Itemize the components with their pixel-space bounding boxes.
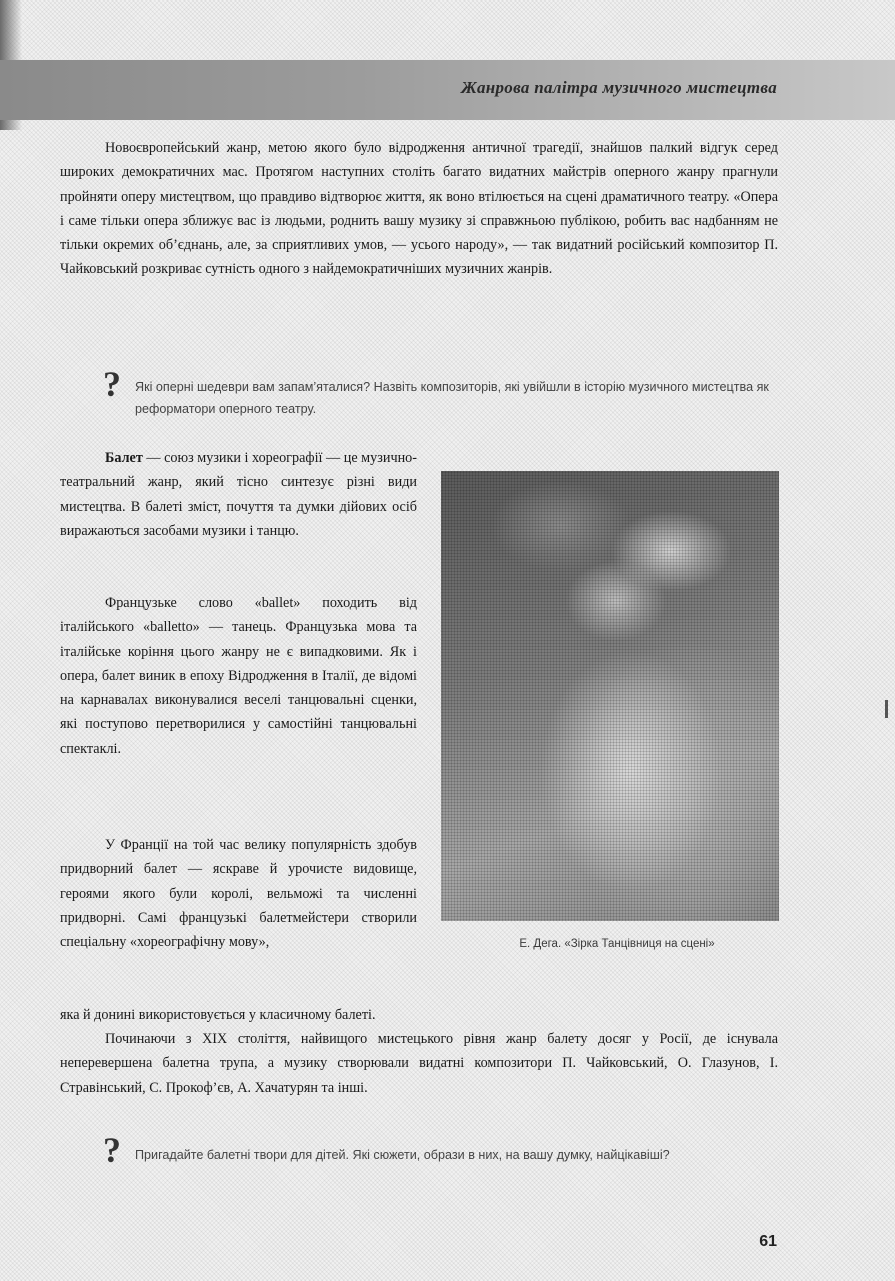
question-mark-icon: ? (103, 364, 121, 404)
ballet-continuation-paragraph: яка й донині використовується у класичному балеті. (60, 1007, 376, 1023)
painting-caption: Е. Дега. «Зірка Танцівниця на сцені» (519, 938, 715, 950)
intro-paragraph: Новоєвропейський жанр, метою якого було відродження античної трагедії, знайшов палкий відгук серед широких демократичних мас. Протягом наступних століть багато видатних майстрів оперного жанру прагнули пройняти оперу мистецтвом, що правдиво відтворює життя, як воно втілюється на сцені драматичного театру. «Опера і саме тільки опера зближує вас із людьми, роднить вашу музику зі справжньою публікою, робить вас надбанням не тільки окремих об’єднань, але, за сприятливих умов, — усього народу», — так видатний російський композитор П. Чайковський розкриває сутність одного з найдемократичніших музичних жанрів. (60, 140, 778, 278)
ballet-france-paragraph: У Франції на той час велику популярність здобув придворний балет — яскраве й урочисте видовище, героями якого були королі, вельможі та численні придворні. Самі французькі балетмейстери створили спеціальну «хореографічну мову», (60, 837, 417, 951)
degas-painting-image (441, 471, 779, 921)
margin-mark (885, 700, 888, 718)
ballet-definition: — союз музики і хореографії — це музично-театральний жанр, який тісно синтезує різні види мистецтва. В балеті зміст, почуття та думки дійових осіб виражаються засобами музики і танцю. (60, 450, 417, 539)
question-mark-icon: ? (103, 1130, 121, 1170)
ballet-russia-paragraph: Починаючи з XIX століття, найвищого мистецького рівня жанр балету досяг у Росії, де існувала неперевершена балетна трупа, а музику створювали видатні композитори П. Чайковський, О. Глазунов, І. Стравінський, С. Прокоф’єв, А. Хачатурян та інші. (60, 1031, 778, 1096)
ballet-origin-paragraph: Французьке слово «ballet» походить від італійського «balletto» — танець. Французька мова та італійське коріння цього жанру не є випадковими. Як і опера, балет виник в епоху Відродження в Італії, де відомі на карнавалах виконувалися веселі танцювальні сценки, які поступово перетворилися у самостійні танцювальні спектаклі. (60, 595, 417, 757)
question-1-text: Які оперні шедеври вам запам’яталися? Назвіть композиторів, які увійшли в історію музичного мистецтва як реформатори оперного театру. (135, 380, 769, 416)
ballet-term: Балет (105, 450, 143, 466)
question-2-text: Пригадайте балетні твори для дітей. Які сюжети, образи в них, на вашу думку, найцікавіші? (135, 1148, 670, 1162)
page-number: 61 (759, 1233, 777, 1250)
ballet-definition-paragraph (60, 446, 417, 543)
chapter-header-title: Жанрова палітра музичного мистецтва (461, 78, 777, 97)
